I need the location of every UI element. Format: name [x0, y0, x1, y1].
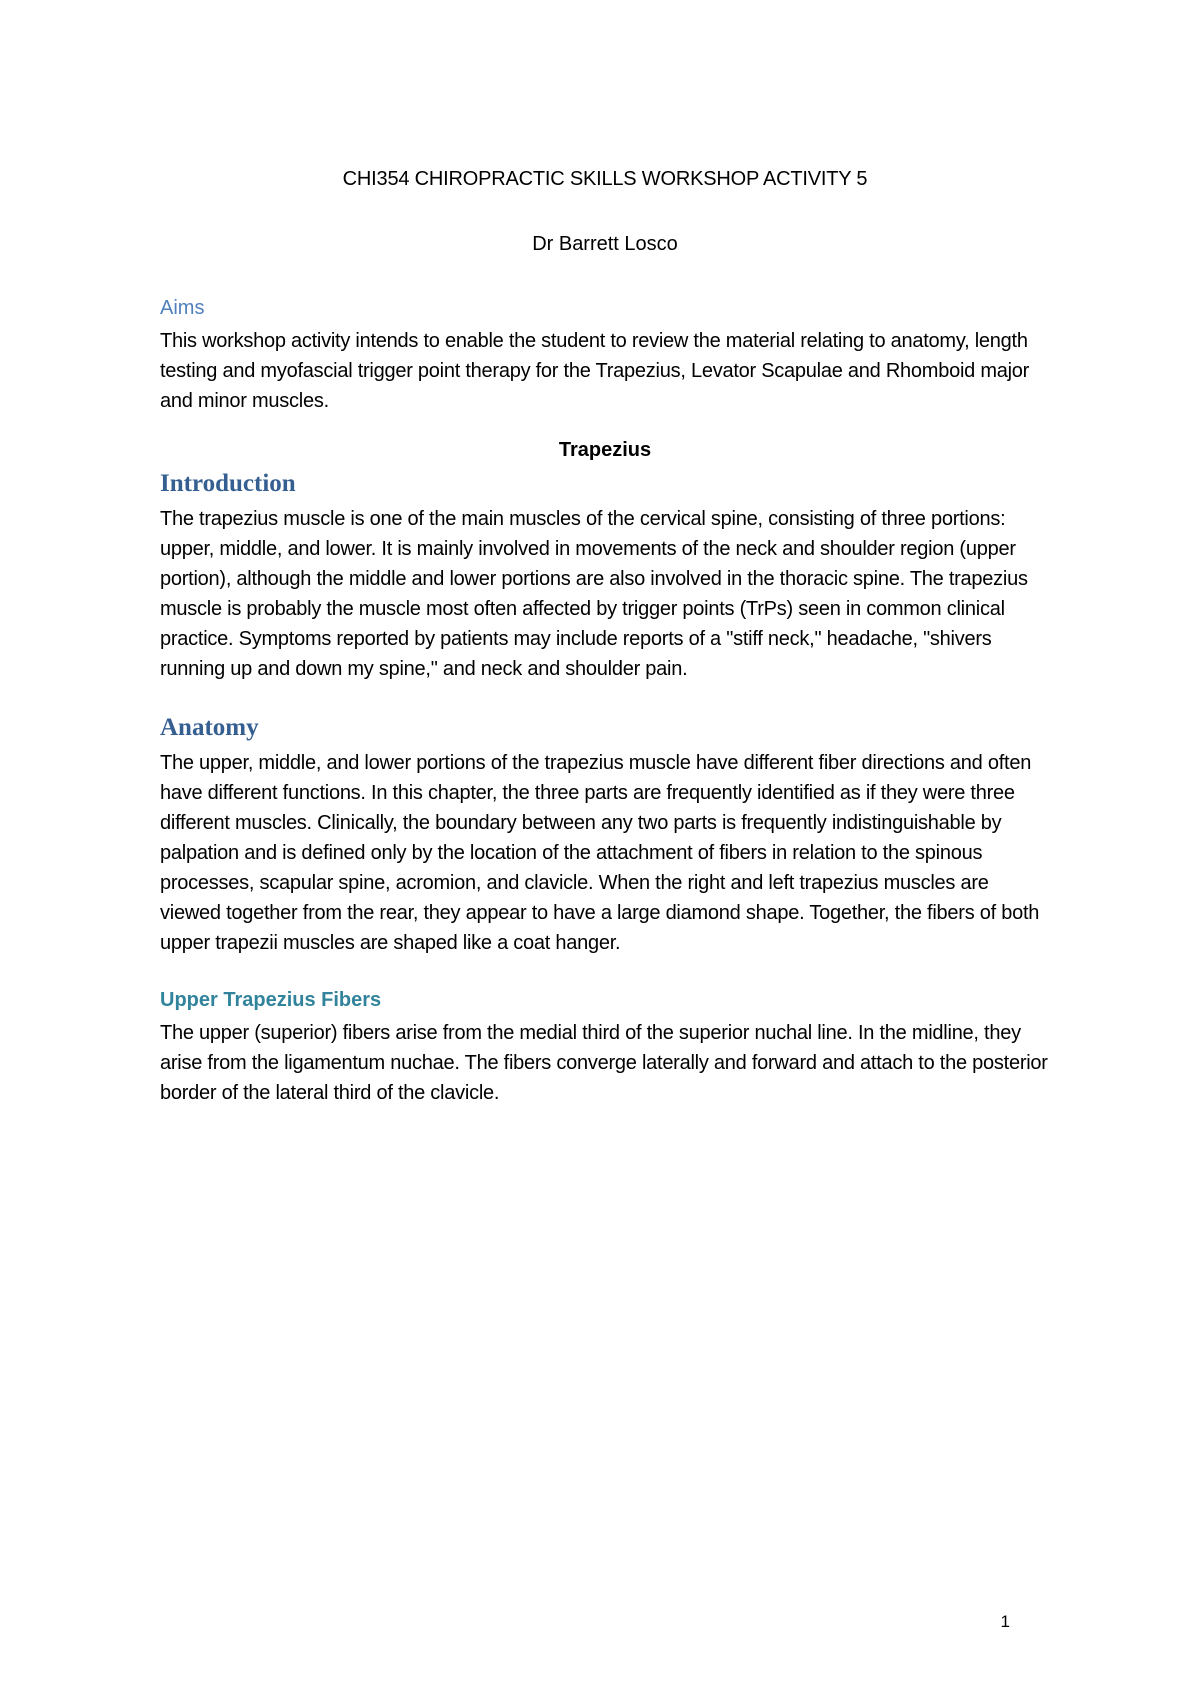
anatomy-paragraph: The upper, middle, and lower portions of the trapezius muscle have different fiber directions and often have different functions. In this chapter, the three parts are frequently identified as if they were three different muscles. Clinically, the boundary between any two parts is frequently indistinguishable by palpation and is defined only by the location of the attachment of fibers in relation to the spinous processes, scapular spine, acromion, and clavicle. When the right and left trapezius muscles are viewed together from the rear, they appear to have a large diamond shape. Together, the fibers of both upper trapezii muscles are shaped like a coat hanger. — [160, 752, 1040, 954]
upper-fibers-paragraph: The upper (superior) fibers arise from the medial third of the superior nuchal line. In the midline, they arise from the ligamentum nuchae. The fibers converge laterally and forward and attach to the posterior border of the lateral third of the clavicle. — [160, 1022, 1048, 1104]
document-title: CHI354 CHIROPRACTIC SKILLS WORKSHOP ACTIVITY 5 — [342, 168, 868, 190]
page-number: 1 — [1000, 1612, 1010, 1631]
upper-fibers-heading: Upper Trapezius Fibers — [160, 989, 382, 1011]
anatomy-heading: Anatomy — [160, 714, 259, 741]
document-author: Dr Barrett Losco — [532, 233, 678, 255]
page-content — [160, 150, 1050, 1108]
aims-paragraph: This workshop activity intends to enable the student to review the material relating to anatomy, length testing and myofascial trigger point therapy for the Trapezius, Levator Scapulae and Rhomboid major and minor muscles. — [160, 330, 1030, 412]
introduction-paragraph: The trapezius muscle is one of the main muscles of the cervical spine, consisting of three portions: upper, middle, and lower. It is mainly involved in movements of the neck and shoulder region (upper portion), although the middle and lower portions are also involved in the thoracic spine. The trapezius muscle is probably the muscle most often affected by trigger points (TrPs) seen in common clinical practice. Symptoms reported by patients may include reports of a "stiff neck," headache, "shivers running up and down my spine," and neck and shoulder pain. — [160, 508, 1028, 680]
aims-heading: Aims — [160, 297, 205, 319]
section-title-trapezius: Trapezius — [558, 439, 652, 461]
introduction-heading: Introduction — [160, 470, 296, 497]
